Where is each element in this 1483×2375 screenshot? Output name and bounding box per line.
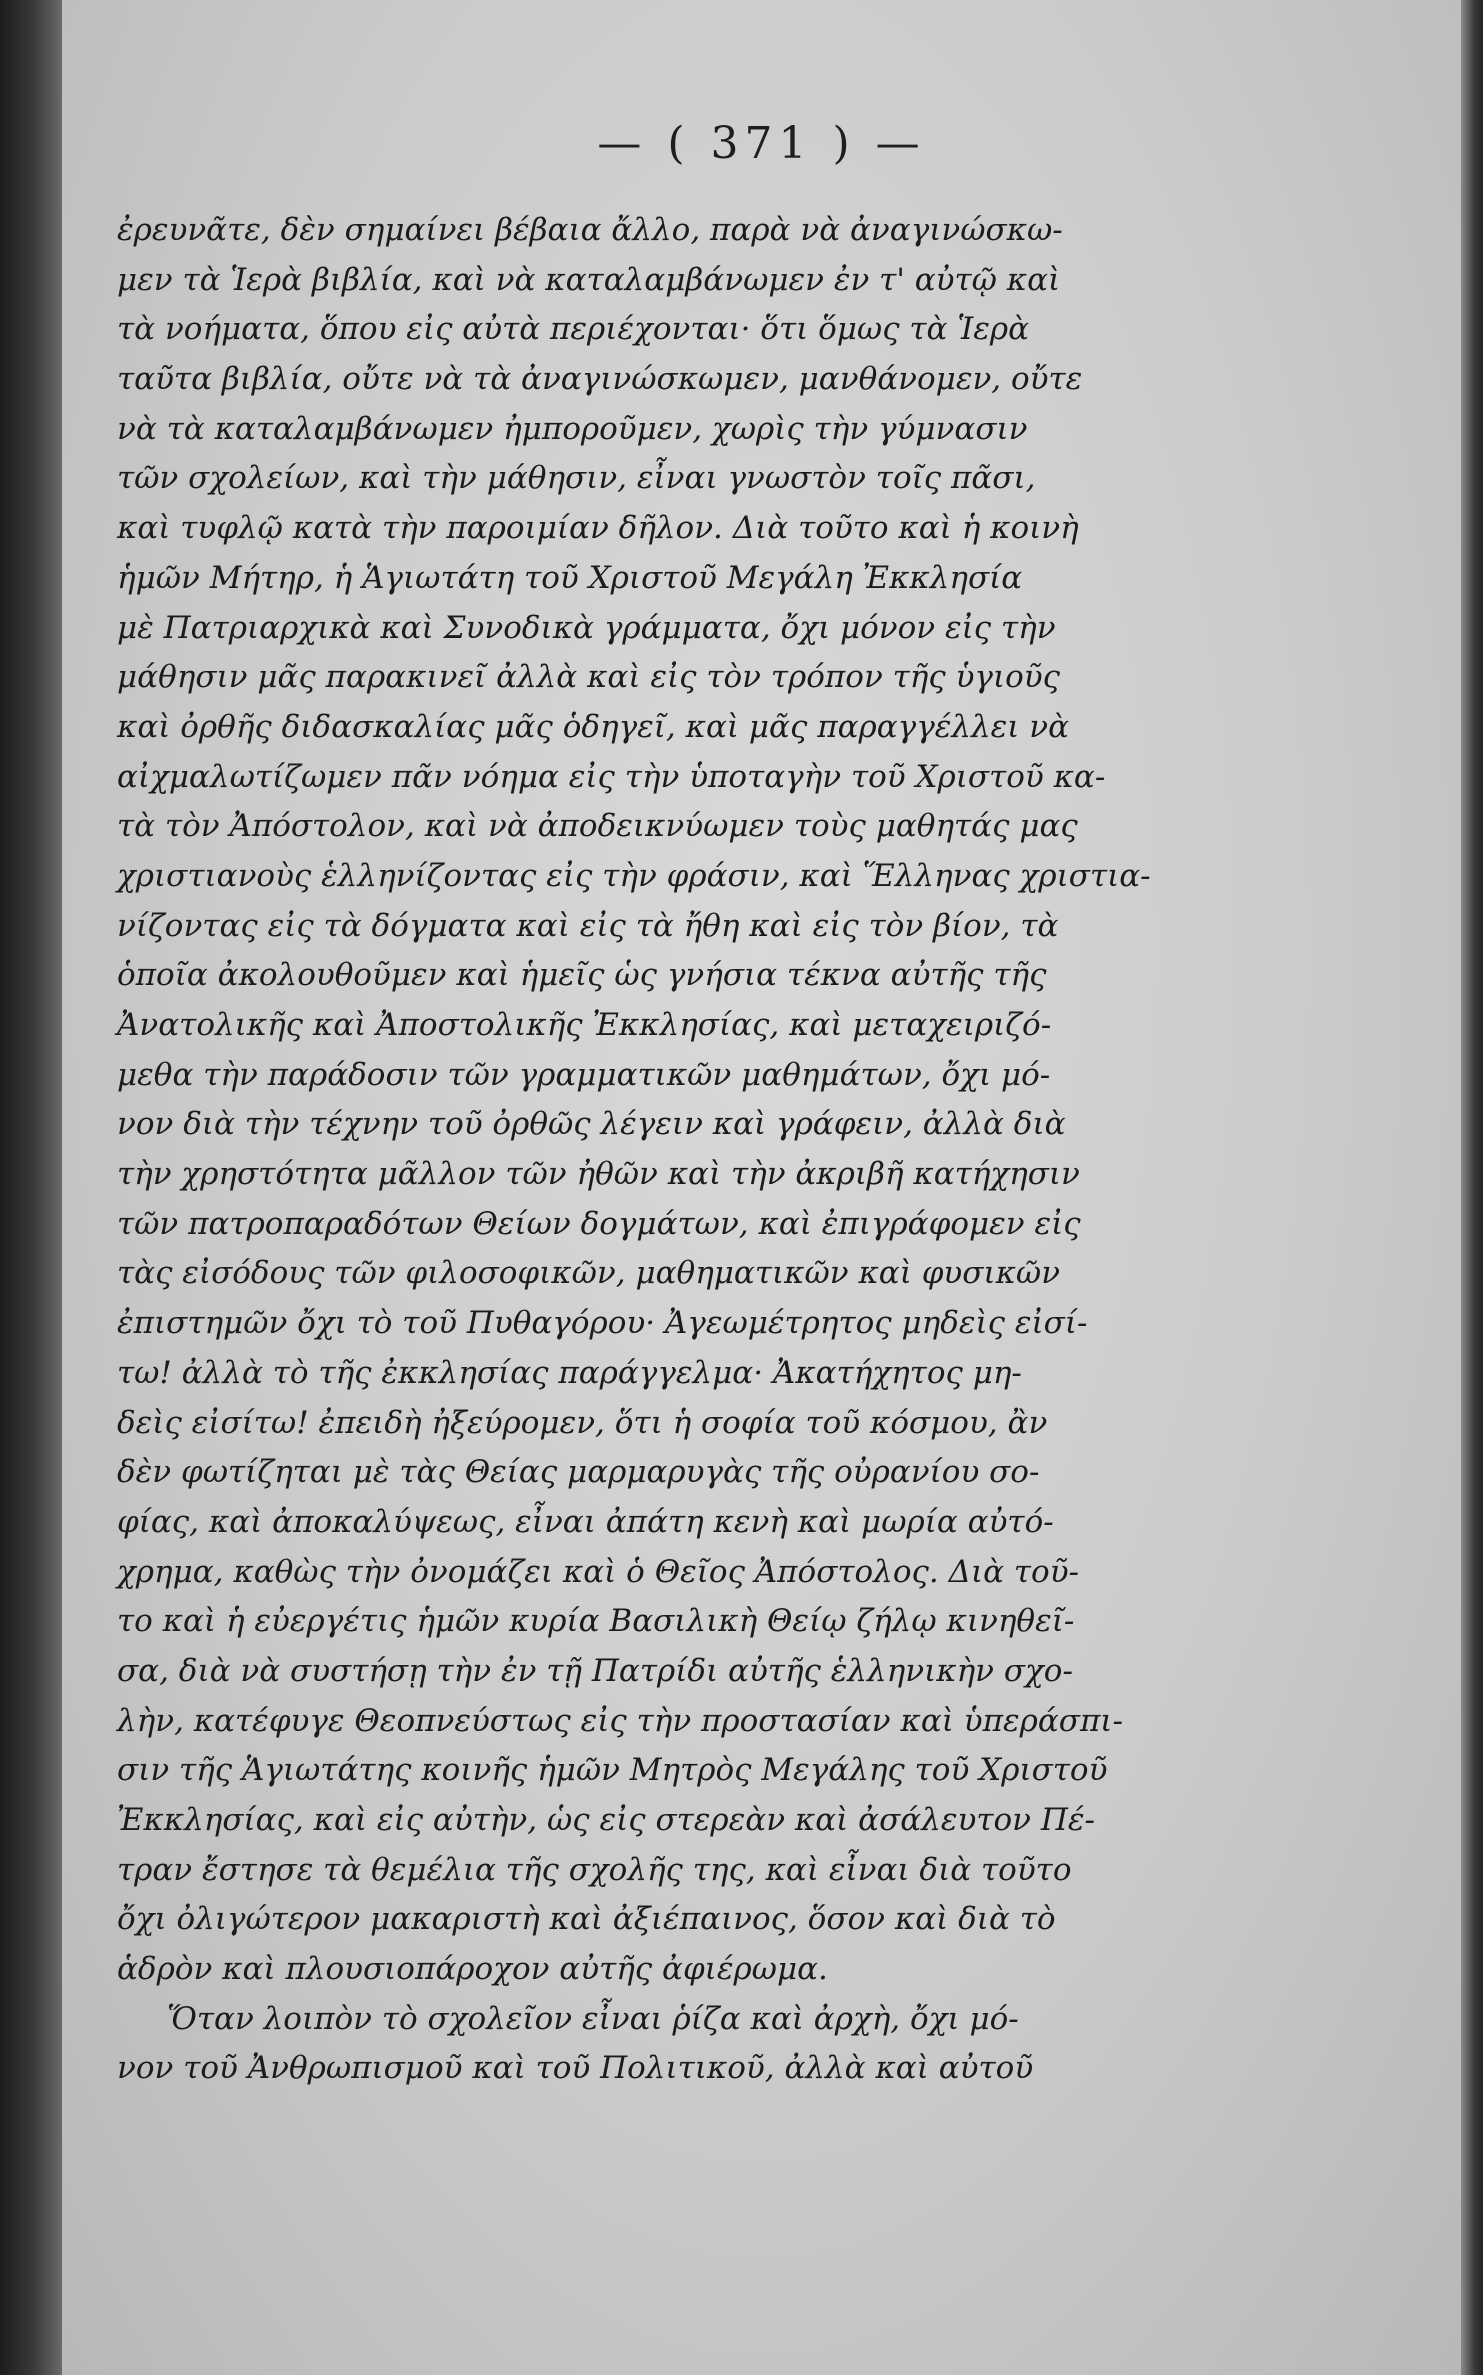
text-line: τὴν χρηστότητα μᾶλλον τῶν ἠθῶν καὶ τὴν ἀκριβῆ κατήχησιν [117, 1156, 1080, 1193]
text-line: τραν ἔστησε τὰ θεμέλια τῆς σχολῆς της, καὶ εἶναι διὰ τοῦτο [117, 1851, 1072, 1888]
text-line: δὲν φωτίζηται μὲ τὰς Θείας μαρμαρυγὰς τῆς οὐρανίου σο- [117, 1454, 1040, 1491]
text-line: το καὶ ἡ εὐεργέτις ἡμῶν κυρία Βασιλικὴ Θείῳ ζήλῳ κινηθεῖ- [117, 1603, 1075, 1640]
text-line: μεθα τὴν παράδοσιν τῶν γραμματικῶν μαθημάτων, ὄχι μό- [117, 1056, 1051, 1093]
text-line: τὰ νοήματα, ὅπου εἰς αὐτὰ περιέχονται· ὅτι ὅμως τὰ Ἱερὰ [117, 311, 1030, 348]
text-line: χρημα, καθὼς τὴν ὀνομάζει καὶ ὁ Θεῖος Ἀπόστολος. Διὰ τοῦ- [117, 1553, 1080, 1590]
page-body-text [117, 206, 1267, 2094]
text-line: ἐρευνᾶτε, δὲν σημαίνει βέβαια ἄλλο, παρὰ νὰ ἀναγινώσκω- [117, 212, 1063, 248]
text-line: Ἀνατολικῆς καὶ Ἀποστολικῆς Ἐκκλησίας, καὶ μεταχειριζό- [117, 1007, 1052, 1043]
text-line: Ἐκκλησίας, καὶ εἰς αὐτὴν, ὡς εἰς στερεὰν καὶ ἀσάλευτον Πέ- [117, 1802, 1095, 1838]
text-line: μεν τὰ Ἱερὰ βιβλία, καὶ νὰ καταλαμβάνωμεν ἐν τ' αὐτῷ καὶ [117, 261, 1061, 298]
text-line: σα, διὰ νὰ συστήσῃ τὴν ἐν τῇ Πατρίδι αὐτῆς ἑλληνικὴν σχο- [117, 1652, 1073, 1689]
text-line: ἁδρὸν καὶ πλουσιοπάροχον αὐτῆς ἀφιέρωμα. [117, 1951, 828, 1988]
page-number-header: — ( 371 ) — [597, 118, 926, 169]
text-line: χριστιανοὺς ἑλληνίζοντας εἰς τὴν φράσιν, καὶ Ἕλληνας χριστια- [117, 857, 1151, 894]
text-line: καὶ ὀρθῆς διδασκαλίας μᾶς ὁδηγεῖ, καὶ μᾶς παραγγέλλει νὰ [117, 708, 1070, 745]
text-line: λὴν, κατέφυγε Θεοπνεύστως εἰς τὴν προστασίαν καὶ ὑπεράσπι- [117, 1702, 1123, 1739]
text-line: Ὅταν λοιπὸν τὸ σχολεῖον εἶναι ῥίζα καὶ ἀρχὴ, ὄχι μό- [167, 2000, 1019, 2037]
book-binding-edge [0, 0, 62, 2375]
text-line: μάθησιν μᾶς παρακινεῖ ἀλλὰ καὶ εἰς τὸν τρόπον τῆς ὑγιοῦς [117, 659, 1060, 696]
text-line: ὄχι ὀλιγώτερον μακαριστὴ καὶ ἀξιέπαινος, ὅσον καὶ διὰ τὸ [117, 1901, 1056, 1938]
text-line: τῶν σχολείων, καὶ τὴν μάθησιν, εἶναι γνωστὸν τοῖς πᾶσι, [117, 460, 1036, 497]
text-line: φίας, καὶ ἀποκαλύψεως, εἶναι ἀπάτη κενὴ καὶ μωρία αὐτό- [117, 1503, 1054, 1540]
text-line: νον διὰ τὴν τέχνην τοῦ ὀρθῶς λέγειν καὶ γράφειν, ἀλλὰ διὰ [117, 1106, 1066, 1143]
text-line: τῶν πατροπαραδότων Θείων δογμάτων, καὶ ἐπιγράφομεν εἰς [117, 1205, 1081, 1242]
text-line: αἰχμαλωτίζωμεν πᾶν νόημα εἰς τὴν ὑποταγὴν τοῦ Χριστοῦ κα- [117, 758, 1106, 795]
page-right-edge [1461, 0, 1483, 2375]
book-page [62, 0, 1461, 2375]
text-line: ἐπιστημῶν ὄχι τὸ τοῦ Πυθαγόρου· Ἀγεωμέτρητος μηδεὶς εἰσί- [117, 1305, 1088, 1342]
text-line: ὁποῖα ἀκολουθοῦμεν καὶ ἡμεῖς ὡς γνήσια τέκνα αὐτῆς τῆς [117, 957, 1047, 994]
text-line: καὶ τυφλῷ κατὰ τὴν παροιμίαν δῆλον. Διὰ τοῦτο καὶ ἡ κοινὴ [117, 510, 1079, 547]
text-line: ταῦτα βιβλία, οὔτε νὰ τὰ ἀναγινώσκωμεν, μανθάνομεν, οὔτε [117, 361, 1083, 398]
text-line: μὲ Πατριαρχικὰ καὶ Συνοδικὰ γράμματα, ὄχι μόνον εἰς τὴν [117, 609, 1056, 646]
text-line: τὰς εἰσόδους τῶν φιλοσοφικῶν, μαθηματικῶν καὶ φυσικῶν [117, 1255, 1061, 1292]
text-line: τὰ τὸν Ἀπόστολον, καὶ νὰ ἀποδεικνύωμεν τοὺς μαθητάς μας [117, 808, 1078, 845]
text-line: νὰ τὰ καταλαμβάνωμεν ἠμποροῦμεν, χωρὶς τὴν γύμνασιν [117, 410, 1028, 447]
text-line: ἡμῶν Μήτηρ, ἡ Ἁγιωτάτη τοῦ Χριστοῦ Μεγάλη Ἐκκλησία [117, 559, 1023, 596]
text-line: νον τοῦ Ἀνθρωπισμοῦ καὶ τοῦ Πολιτικοῦ, ἀλλὰ καὶ αὐτοῦ [117, 2050, 1034, 2087]
text-line: τω! ἀλλὰ τὸ τῆς ἐκκλησίας παράγγελμα· Ἀκατήχητος μη- [117, 1354, 1022, 1391]
text-line: δεὶς εἰσίτω! ἐπειδὴ ἠξεύρομεν, ὅτι ἡ σοφία τοῦ κόσμου, ἂν [117, 1404, 1048, 1441]
text-line: νίζοντας εἰς τὰ δόγματα καὶ εἰς τὰ ἤθη καὶ εἰς τὸν βίον, τὰ [117, 907, 1059, 944]
text-line: σιν τῆς Ἁγιωτάτης κοινῆς ἡμῶν Μητρὸς Μεγάλης τοῦ Χριστοῦ [117, 1752, 1108, 1789]
